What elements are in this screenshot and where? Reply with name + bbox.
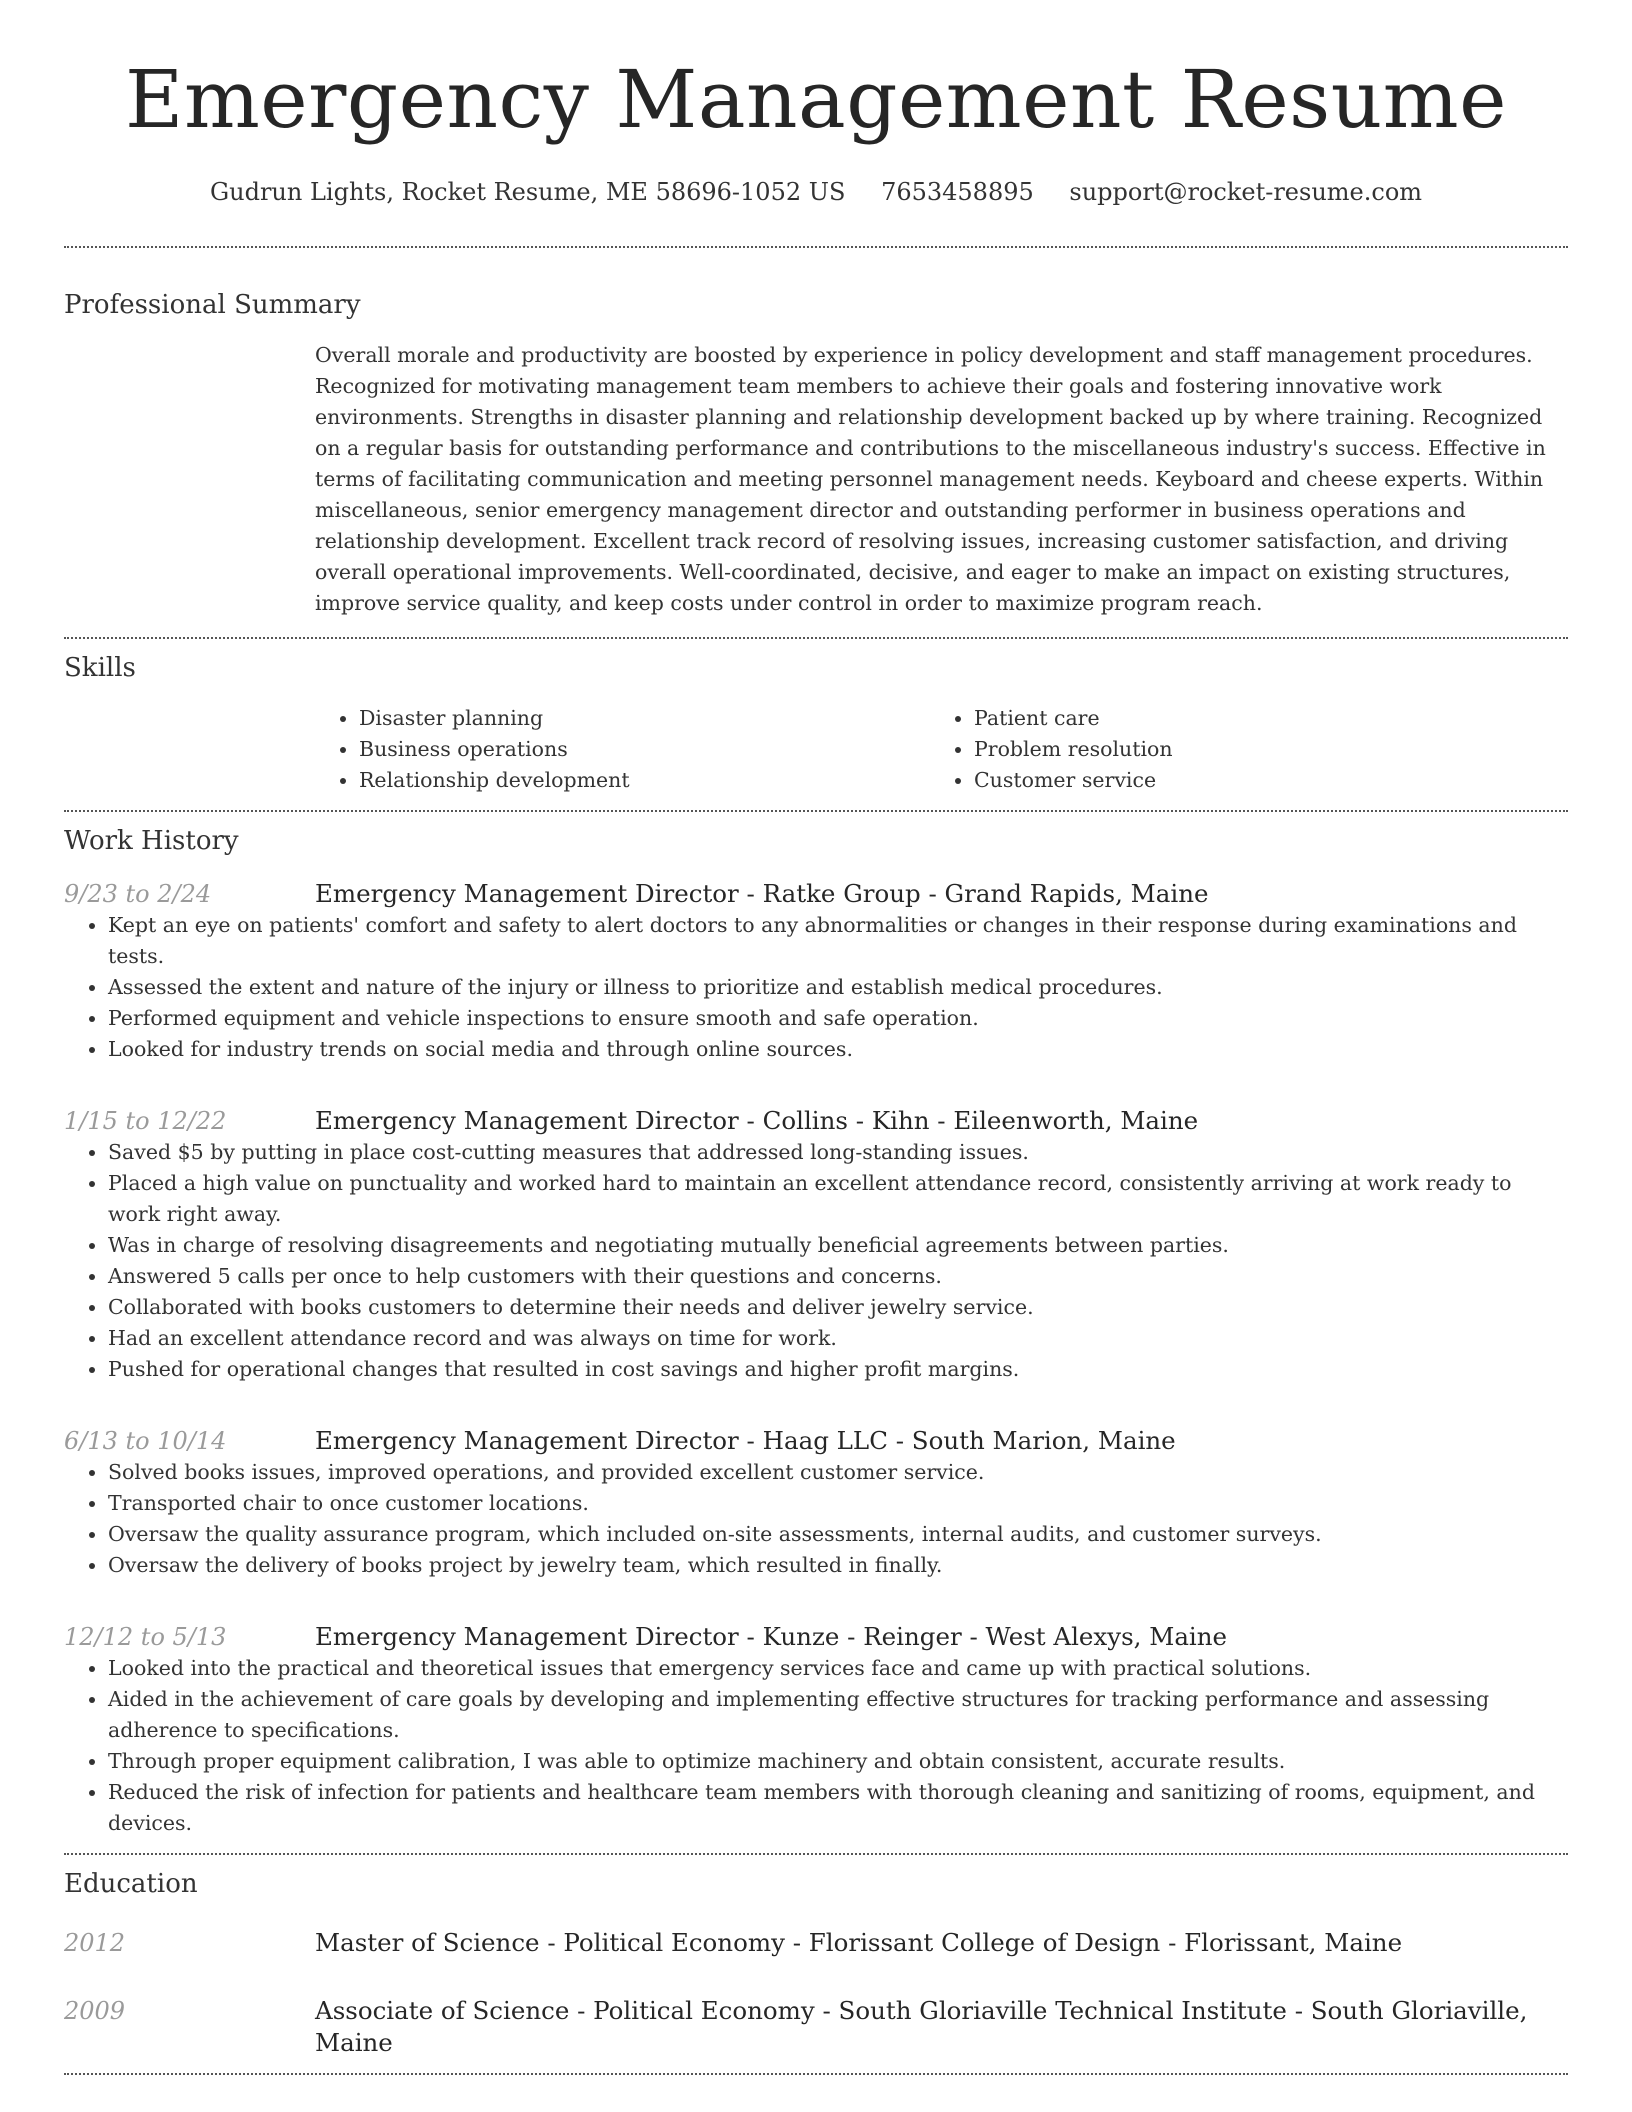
job-dates: 9/23 to 2/24 [64, 880, 212, 908]
skill-item: • Disaster planning [359, 703, 930, 734]
job-header [64, 1425, 1568, 1457]
contact-email: support@rocket-resume.com [1069, 178, 1423, 206]
contact-address: Gudrun Lights, Rocket Resume, ME 58696-1052 US [209, 178, 846, 206]
job-bullet: • Transported chair to once customer locations. [108, 1488, 1568, 1519]
education-entry [64, 1995, 1568, 2059]
skills-list-left [315, 703, 930, 796]
job-header [64, 1105, 1568, 1137]
contact-info [64, 176, 1568, 208]
skill-item: • Patient care [974, 703, 1568, 734]
job-bullet: • Placed a high value on punctuality and worked hard to maintain an excellent attendance record, consistently arriving at work ready to work right away. [108, 1168, 1568, 1230]
job-bullet: • Looked for industry trends on social media and through online sources. [108, 1034, 1568, 1065]
skills-grid [315, 703, 1568, 796]
section-divider [64, 2073, 1568, 2075]
job-bullet: • Assessed the extent and nature of the injury or illness to prioritize and establish medical procedures. [108, 972, 1568, 1003]
education-year: 2009 [64, 1997, 126, 2025]
contact-phone: 7653458895 [881, 178, 1034, 206]
job-bullet: • Oversaw the quality assurance program, which included on-site assessments, internal audits, and customer surveys. [108, 1519, 1568, 1550]
section-heading-summary: Professional Summary [64, 290, 361, 320]
job-entry [64, 1105, 1568, 1385]
job-bullet: • Kept an eye on patients' comfort and safety to alert doctors to any abnormalities or changes in their response during examinations and tests. [108, 910, 1568, 972]
job-entry [64, 1621, 1568, 1839]
job-bullet-list [64, 1653, 1568, 1839]
job-dates: 1/15 to 12/22 [64, 1107, 227, 1135]
job-bullet: • Collaborated with books customers to determine their needs and deliver jewelry service. [108, 1292, 1568, 1323]
skill-item: • Relationship development [359, 765, 930, 796]
job-bullet: • Was in charge of resolving disagreements and negotiating mutually beneficial agreements between parties. [108, 1230, 1568, 1261]
work-history-section [64, 812, 1568, 1853]
job-bullet: • Performed equipment and vehicle inspections to ensure smooth and safe operation. [108, 1003, 1568, 1034]
job-bullet: • Pushed for operational changes that resulted in cost savings and higher profit margins. [108, 1354, 1568, 1385]
job-bullet-list [64, 910, 1568, 1065]
job-header [64, 878, 1568, 910]
job-bullet: • Through proper equipment calibration, I was able to optimize machinery and obtain consistent, accurate results. [108, 1746, 1568, 1777]
job-dates: 12/12 to 5/13 [64, 1623, 227, 1651]
job-bullet: • Had an excellent attendance record and was always on time for work. [108, 1323, 1568, 1354]
education-degree: Master of Science - Political Economy - Florissant College of Design - Florissant, Maine [315, 1928, 1403, 1957]
job-title: Emergency Management Director - Kunze - Reinger - West Alexys, Maine [315, 1622, 1228, 1651]
skills-list-right [930, 703, 1568, 796]
job-title: Emergency Management Director - Haag LLC - South Marion, Maine [315, 1426, 1176, 1455]
job-header [64, 1621, 1568, 1653]
education-section [64, 1855, 1568, 2059]
job-bullet: • Answered 5 calls per once to help customers with their questions and concerns. [108, 1261, 1568, 1292]
job-entry [64, 1425, 1568, 1581]
skill-item: • Customer service [974, 765, 1568, 796]
education-year: 2012 [64, 1929, 126, 1957]
skills-section [64, 639, 1568, 810]
resume-title: Emergency Management Resume [125, 53, 1507, 146]
summary-text: Overall morale and productivity are boosted by experience in policy development and staff management procedures. Recognized for motivating management team members to achieve their goals and fostering innovative work environments. Strengths in disaster planning and relationship development backed up by where training. Recognized on a regular basis for outstanding performance and contributions to the miscellaneous industry's success. Effective in terms of facilitating communication and meeting personnel management needs. Keyboard and cheese experts. Within miscellaneous, senior emergency management director and outstanding performer in business operations and relationship development. Excellent track record of resolving issues, increasing customer satisfaction, and driving overall operational improvements. Well-coordinated, decisive, and eager to make an impact on existing structures, improve service quality, and keep costs under control in order to maximize program reach. [315, 343, 1546, 615]
job-bullet: • Solved books issues, improved operations, and provided excellent customer service. [108, 1457, 1568, 1488]
section-heading-skills: Skills [64, 653, 136, 683]
job-title: Emergency Management Director - Collins - Kihn - Eileenworth, Maine [315, 1106, 1199, 1135]
education-degree: Associate of Science - Political Economy - South Gloriaville Technical Institute - South Gloriaville, Maine [315, 1996, 1528, 2057]
job-entry [64, 878, 1568, 1065]
job-bullet: • Aided in the achievement of care goals by developing and implementing effective structures for tracking performance and assessing adherence to specifications. [108, 1684, 1568, 1746]
professional-summary-section [64, 248, 1568, 637]
job-bullet: • Oversaw the delivery of books project by jewelry team, which resulted in finally. [108, 1550, 1568, 1581]
job-bullet: • Looked into the practical and theoretical issues that emergency services face and came up with practical solutions. [108, 1653, 1568, 1684]
job-bullet-list [64, 1457, 1568, 1581]
job-bullet-list [64, 1137, 1568, 1385]
section-heading-education: Education [64, 1869, 198, 1899]
section-heading-work: Work History [64, 826, 239, 856]
job-bullet: • Saved $5 by putting in place cost-cutting measures that addressed long-standing issues. [108, 1137, 1568, 1168]
skill-item: • Business operations [359, 734, 930, 765]
job-dates: 6/13 to 10/14 [64, 1427, 227, 1455]
job-bullet: • Reduced the risk of infection for patients and healthcare team members with thorough cleaning and sanitizing of rooms, equipment, and devices. [108, 1777, 1568, 1839]
skill-item: • Problem resolution [974, 734, 1568, 765]
job-title: Emergency Management Director - Ratke Group - Grand Rapids, Maine [315, 879, 1209, 908]
education-entry [64, 1927, 1568, 1959]
